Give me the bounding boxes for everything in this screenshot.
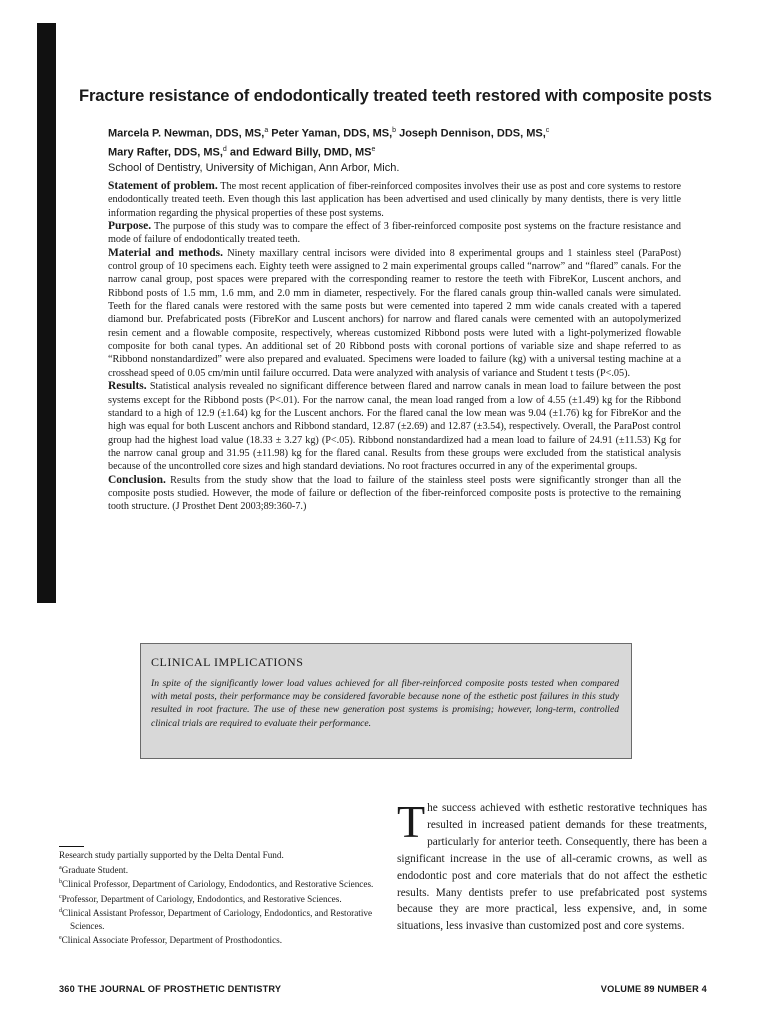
clinical-implications-box xyxy=(140,643,632,759)
author-rafter: Mary Rafter, DDS, MS, xyxy=(108,146,223,159)
intro-paragraph: The success achieved with esthetic restorative techniques has resulted in increased patient demands for these treatments, particularly for anterior teeth. Consequently, there has been a significant increase in the use of all-ceramic crowns, as well as endodontic post and core materials that do not affect the esthetic results. Many dentists prefer to use prefabricated post systems because they are more practical, less expensive, and, in some situations, less invasive than customized post and core systems. xyxy=(397,796,707,933)
author-block xyxy=(108,123,708,176)
abstract-statement: Statement of problem. The most recent application of fiber-reinforced composites involves their use as post and core systems to restore endodontically treated teeth. Even though this last application has been advertised and used clinically by many dentists, there is very little information regarding the physical properties of these post systems. xyxy=(108,180,682,219)
footnote-d: $^d$Clinical Assistant Professor, Department of Cariology, Endodontics, and Restorative Sciences. xyxy=(59,908,373,931)
footnote-funding: Research study partially supported by the Delta Dental Fund. xyxy=(59,850,284,860)
abstract-purpose: Purpose. The purpose of this study was to compare the effect of 3 fiber-reinforced composite post systems on the fracture resistance and mode of failure of endodontically treated teeth. xyxy=(108,220,681,246)
footnote-b: $^b$Clinical Professor, Department of Cariology, Endodontics, and Restorative Sciences. xyxy=(59,879,374,890)
author-dennison: Joseph Dennison, DDS, MS, xyxy=(396,127,546,140)
footnote-e: $^e$Clinical Associate Professor, Department of Prosthodontics. xyxy=(59,935,283,946)
abstract-results: Results. Statistical analysis revealed no significant difference between flared and narrow canals in mean load to failure between the post systems except for the Ribbond posts (P<.01). For the narrow canal, the mean load ranged from a low of 4.55 (±1.49) kg for the Ribbond standard to a high of 12.9 (±1.64) kg for the Luscent anchors. For the flared canal the low mean was 9.04 (±1.76) kg for FibreKor and the high was equal for both Luscent anchors and Ribbond standard, 12.87 (±2.69) and 12.87 (±3.54), respectively. Overall, the ParaPost control group had the highest load value (18.33 ± 3.27 kg) (P<.05). Ribbond nonstandardized had a mean load to failure of 24.91 (±11.53) Kg for the narrow canal group and 31.95 (±11.98) kg for the flared canal. Results from these groups were excluded from the statistical analysis because of the uncontrolled core sizes and high standard deviations. No root fractures occurred in any of the experimental groups. xyxy=(108,380,681,473)
clinical-implications-title: CLINICAL IMPLICATIONS xyxy=(151,655,304,669)
footnote-rule xyxy=(59,846,84,847)
clinical-implications-text: In spite of the significantly lower load values achieved for all fiber-reinforced composite posts tested when compared with metal posts, their performance may be considered favorable because none of the esthetic post failures in this study resulted in root fracture. The use of these new generation post systems is promising; however, long-term, controlled clinical trials are required to evaluate their performance. xyxy=(151,678,619,729)
footnote-c: $^c$Professor, Department of Cariology, Endodontics, and Restorative Sciences. xyxy=(59,893,342,904)
footnote-a: $^a$Graduate Student. xyxy=(59,864,129,875)
abstract-methods: Material and methods. Ninety maxillary central incisors were divided into 8 experimental groups and 1 stainless steel (ParaPost) control group of 10 specimens each. Eighty teeth were assigned to 2 main experimental groups called “narrow” and “flared” canals. For the narrow canal group, post spaces were prepared with the corresponding reamer to restore the teeth with FibreKor, Luscent anchors, and Ribbond posts of 1.5 mm, 1.6 mm, and 2.0 mm in diameter, respectively. For the flared canals group thin-walled canals were simulated. Teeth for the flared canals were restored with the same posts but were cemented into tapered 2 mm wide canals created with a tapered diamond bur. Prefabricated posts (FibreKor and Luscent anchors) for narrow and flared canals were cemented with an autopolymerized resin cement and a flowable composite, respectively, whereas customized Ribbond posts were luted with a light-polymerized flowable composite for both canal types. An additional set of 20 Ribbond posts with coronal portions of variable size and shape referred to as “Ribbond nonstandardized” were also prepared and evaluated. Specimens were loaded to failure (kg) with a universal testing machine at a crosshead speed of 0.05 cm/min until failure occurred. Data were analyzed with analysis of variance and Student t tests (P<.05). xyxy=(108,246,681,379)
page-footer-volume: VOLUME 89 NUMBER 4 xyxy=(600,984,707,994)
decorative-side-bar xyxy=(37,23,56,603)
abstract xyxy=(108,180,681,514)
author-line-1: Marcela P. Newman, DDS, MS,$^a$ Peter Yaman, DDS, MS,$^b$ Joseph Dennison, DDS, MS,$^c$ xyxy=(108,127,550,140)
author-billy: and Edward Billy, DMD, MS xyxy=(226,146,372,159)
page-footer-journal: 360 THE JOURNAL OF PROSTHETIC DENTISTRY xyxy=(59,984,282,994)
author-line-2: Mary Rafter, DDS, MS,$^d$ and Edward Billy, DMD, $MS^e$ xyxy=(108,145,376,159)
author-newman: Marcela P. Newman, DDS, MS, xyxy=(108,127,265,140)
footnotes xyxy=(59,849,374,947)
body-text-column xyxy=(397,796,707,935)
author-yaman: Peter Yaman, DDS, MS, xyxy=(268,127,393,140)
drop-cap: T xyxy=(397,796,426,847)
article-title: Fracture resistance of endodontically treated teeth restored with composite posts xyxy=(79,87,712,105)
affiliation: School of Dentistry, University of Michigan, Ann Arbor, Mich. xyxy=(108,162,400,175)
abstract-conclusion: Conclusion. Results from the study show that the load to failure of the stainless steel posts were significantly stronger than all the composite posts studied. However, the mode of failure or deflection of the fiber-reinforced composite posts is protective to the remaining tooth structure. (J Prosthet Dent 2003;89:360-7.) xyxy=(108,473,681,513)
